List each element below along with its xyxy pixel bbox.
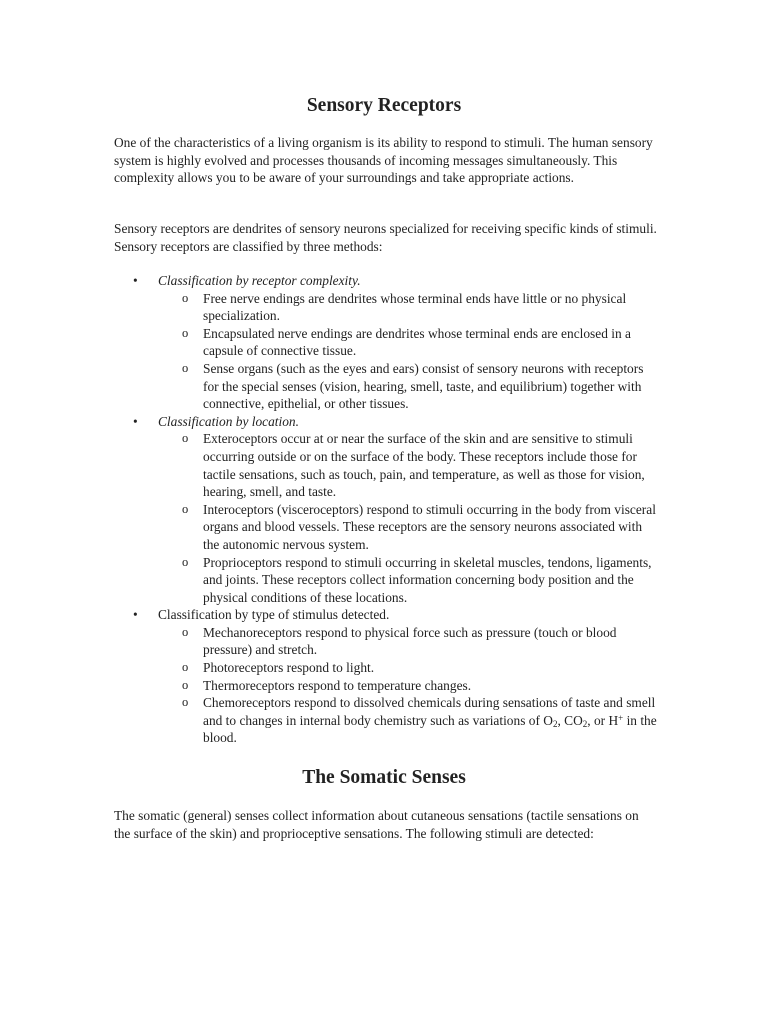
classification-method-label: Classification by receptor complexity. [158,273,361,288]
oxygen-formula: $O_2$ [543,712,558,729]
classification-method-complexity [114,272,660,413]
list-item: o Interoceptors (visceroceptors) respond to stimuli occurring in the body from visceral organs and blood vessels. These receptors are the sensory neurons associated with the autonomic nervous system. [158,501,660,554]
classification-method-location [114,413,660,607]
classification-method-stimulus [114,606,660,747]
receptor-stimulus-list [158,624,660,747]
list-item: o Sense organs (such as the eyes and ears) consist of sensory neurons with receptors for the special senses (vision, hearing, smell, taste, and equilibrium) together with connective, epithelial, or other tissues. [158,360,660,413]
list-item: o Mechanoreceptors respond to physical force such as pressure (touch or blood pressure) and stretch. [158,624,660,659]
hydrogen-ion-formula: H+ [608,712,624,728]
classification-methods-list [114,272,660,747]
classification-intro-paragraph: Sensory receptors are dendrites of sensory neurons specialized for receiving specific kinds of stimuli. Sensory receptors are classified by three methods: [114,221,657,254]
list-item: o Free nerve endings are dendrites whose terminal ends have little or no physical specialization. [158,290,660,325]
document-title: Sensory Receptors [306,95,462,116]
receptor-location-list [158,430,660,606]
list-item-chemoreceptors: o Chemoreceptors respond to dissolved chemicals during sensations of taste and smell and to changes in internal body chemistry such as variations of $O_2$, $CO_2$, or H+ in the blood. [158,694,660,747]
section-title-somatic-senses: The Somatic Senses [302,767,466,788]
classification-method-label: Classification by location. [158,413,299,429]
chemoreceptors-text: Chemoreceptors respond to dissolved chemicals during sensations of taste and smell and to changes in internal body chemistry such as variations of [203,695,656,728]
classification-method-label: Classification by type of stimulus detected. [158,607,390,623]
somatic-senses-paragraph: The somatic (general) senses collect information about cutaneous sensations (tactile sensations on the surface of the skin) and proprioceptive sensations. The following stimuli are detected: [114,808,639,841]
list-item: o Thermoreceptors respond to temperature changes. [158,677,660,695]
list-item: o Photoreceptors respond to light. [158,659,660,677]
list-item: o Encapsulated nerve endings are dendrites whose terminal ends are enclosed in a capsule of connective tissue. [158,325,660,360]
list-item: o Exteroceptors occur at or near the surface of the skin and are sensitive to stimuli occurring outside or on the surface of the body. These receptors include those for tactile sensations, such as touch, pain, and temperature, as well as those for vision, hearing, smell, and taste. [158,430,660,500]
receptor-complexity-list [158,290,660,413]
intro-paragraph: One of the characteristics of a living organism is its ability to respond to stimuli. The human sensory system is highly evolved and processes thousands of incoming messages simultaneously. This complexity allows you to be aware of your surroundings and take appropriate actions. [114,135,653,186]
carbon-dioxide-formula: $CO_2$ [564,712,588,729]
list-item: o Proprioceptors respond to stimuli occurring in skeletal muscles, tendons, ligaments, and joints. These receptors collect information concerning body position and the physical conditions of these locations. [158,554,660,607]
